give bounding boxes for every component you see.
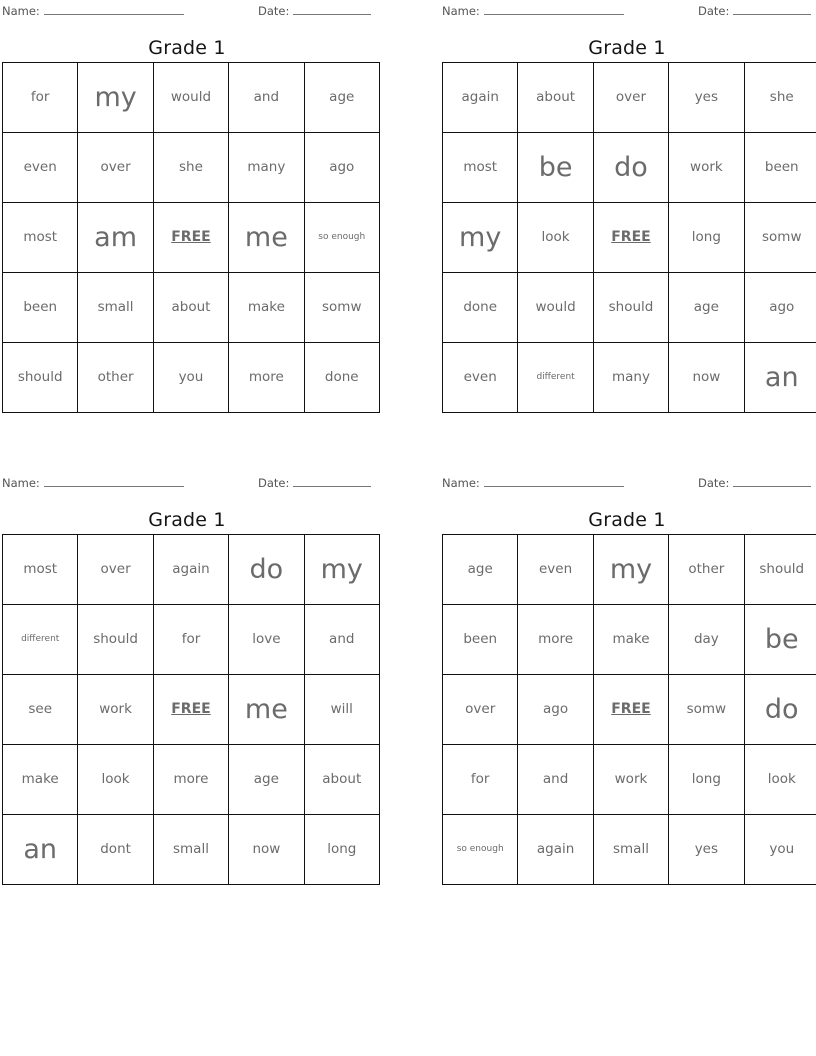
bingo-cell[interactable]: age (669, 273, 744, 343)
card-title: Grade 1 (148, 37, 226, 59)
bingo-cell[interactable]: look (744, 745, 816, 815)
bingo-cell[interactable]: work (593, 745, 668, 815)
bingo-cell[interactable]: she (153, 133, 228, 203)
bingo-grid (2, 62, 380, 413)
bingo-row (3, 745, 380, 815)
bingo-row (3, 273, 380, 343)
bingo-grid (442, 62, 816, 413)
bingo-cell[interactable]: long (669, 745, 744, 815)
bingo-cell[interactable]: over (443, 675, 518, 745)
bingo-cell[interactable]: should (3, 343, 78, 413)
bingo-cell[interactable]: dont (78, 815, 153, 885)
bingo-cell[interactable]: should (78, 605, 153, 675)
bingo-cell[interactable]: see (3, 675, 78, 745)
bingo-row (443, 815, 816, 885)
bingo-cell[interactable]: do (229, 535, 304, 605)
bingo-row (3, 675, 380, 745)
date-write-in-line[interactable] (733, 3, 811, 15)
bingo-cell[interactable]: and (304, 605, 379, 675)
bingo-cell[interactable]: been (3, 273, 78, 343)
bingo-cell[interactable]: do (593, 133, 668, 203)
bingo-cell[interactable]: age (304, 63, 379, 133)
bingo-cell[interactable]: ago (518, 675, 593, 745)
bingo-cell[interactable]: small (593, 815, 668, 885)
bingo-cell[interactable]: me (229, 203, 304, 273)
bingo-cell[interactable]: small (153, 815, 228, 885)
bingo-cell[interactable]: more (153, 745, 228, 815)
bingo-cell[interactable]: more (518, 605, 593, 675)
bingo-card-2 (440, 0, 814, 413)
date-label: Date: (258, 4, 290, 18)
bingo-cell[interactable]: long (304, 815, 379, 885)
name-label: Name: (2, 4, 40, 18)
bingo-cell[interactable]: most (3, 535, 78, 605)
bingo-cell[interactable]: about (304, 745, 379, 815)
bingo-cell[interactable]: my (443, 203, 518, 273)
bingo-cell[interactable]: ago (744, 273, 816, 343)
bingo-cell[interactable]: now (669, 343, 744, 413)
bingo-cell[interactable]: and (518, 745, 593, 815)
bingo-cell[interactable]: so enough (443, 815, 518, 885)
bingo-cell[interactable]: somw (744, 203, 816, 273)
bingo-card-4 (440, 472, 814, 885)
bingo-cell[interactable]: yes (669, 815, 744, 885)
bingo-cell[interactable]: should (593, 273, 668, 343)
date-write-in-line[interactable] (293, 3, 371, 15)
bingo-cell[interactable]: even (518, 535, 593, 605)
name-label: Name: (442, 476, 480, 490)
bingo-cell[interactable]: an (3, 815, 78, 885)
name-date-header (0, 0, 374, 22)
bingo-cell[interactable]: should (744, 535, 816, 605)
bingo-cell[interactable]: would (518, 273, 593, 343)
bingo-cell[interactable]: about (153, 273, 228, 343)
bingo-grid-body (3, 535, 380, 885)
bingo-cell[interactable]: love (229, 605, 304, 675)
bingo-grid (2, 534, 380, 885)
bingo-grid-body (443, 535, 816, 885)
bingo-cell[interactable]: would (153, 63, 228, 133)
bingo-row (3, 535, 380, 605)
bingo-cell[interactable]: over (78, 535, 153, 605)
bingo-row (3, 605, 380, 675)
bingo-cell[interactable]: make (3, 745, 78, 815)
bingo-row (443, 343, 816, 413)
bingo-cell[interactable]: many (229, 133, 304, 203)
bingo-cell[interactable]: over (593, 63, 668, 133)
bingo-free-cell[interactable]: FREE (593, 203, 668, 273)
bingo-cell[interactable]: make (593, 605, 668, 675)
bingo-cell[interactable]: done (304, 343, 379, 413)
bingo-row (443, 63, 816, 133)
bingo-cell[interactable]: do (744, 675, 816, 745)
date-label: Date: (698, 4, 730, 18)
name-field-group (442, 3, 624, 18)
bingo-free-cell[interactable]: FREE (593, 675, 668, 745)
bingo-row (3, 63, 380, 133)
date-field-group (258, 475, 371, 490)
bingo-cell[interactable]: work (669, 133, 744, 203)
bingo-cell[interactable]: you (153, 343, 228, 413)
bingo-grid (442, 534, 816, 885)
bingo-cell[interactable]: ago (304, 133, 379, 203)
bingo-card-1 (0, 0, 374, 413)
date-label: Date: (258, 476, 290, 490)
bingo-row (443, 535, 816, 605)
bingo-cell[interactable]: other (669, 535, 744, 605)
bingo-row (443, 133, 816, 203)
bingo-cell[interactable]: am (78, 203, 153, 273)
bingo-cell[interactable]: been (443, 605, 518, 675)
bingo-row (443, 605, 816, 675)
bingo-cell[interactable]: so enough (304, 203, 379, 273)
name-write-in-line[interactable] (484, 3, 624, 15)
bingo-cell[interactable]: will (304, 675, 379, 745)
name-field-group (442, 475, 624, 490)
bingo-cell[interactable]: different (3, 605, 78, 675)
bingo-cell[interactable]: now (229, 815, 304, 885)
bingo-cell[interactable]: more (229, 343, 304, 413)
bingo-cell[interactable]: most (3, 203, 78, 273)
name-date-header (440, 472, 814, 494)
name-date-header (440, 0, 814, 22)
bingo-cell[interactable]: somw (669, 675, 744, 745)
name-label: Name: (442, 4, 480, 18)
bingo-cell[interactable]: for (3, 63, 78, 133)
date-field-group (698, 475, 811, 490)
bingo-cell[interactable]: somw (304, 273, 379, 343)
bingo-cell[interactable]: different (518, 343, 593, 413)
name-write-in-line[interactable] (484, 475, 624, 487)
bingo-cell[interactable]: day (669, 605, 744, 675)
bingo-cell[interactable]: my (304, 535, 379, 605)
name-date-header (0, 472, 374, 494)
bingo-cell[interactable]: me (229, 675, 304, 745)
bingo-cell[interactable]: many (593, 343, 668, 413)
bingo-cell[interactable]: you (744, 815, 816, 885)
bingo-row (443, 203, 816, 273)
bingo-cell[interactable]: and (229, 63, 304, 133)
name-write-in-line[interactable] (44, 3, 184, 15)
bingo-row (443, 675, 816, 745)
bingo-cell[interactable]: small (78, 273, 153, 343)
bingo-row (3, 343, 380, 413)
bingo-cell[interactable]: even (443, 343, 518, 413)
bingo-cell[interactable]: age (443, 535, 518, 605)
bingo-cell[interactable]: over (78, 133, 153, 203)
name-field-group (2, 475, 184, 490)
date-write-in-line[interactable] (293, 475, 371, 487)
bingo-grid-body (443, 63, 816, 413)
bingo-cell[interactable]: an (744, 343, 816, 413)
date-write-in-line[interactable] (733, 475, 811, 487)
bingo-cell[interactable]: for (443, 745, 518, 815)
bingo-cell[interactable]: age (229, 745, 304, 815)
date-field-group (698, 3, 811, 18)
bingo-cell[interactable]: be (744, 605, 816, 675)
bingo-grid-body (3, 63, 380, 413)
card-title: Grade 1 (588, 37, 666, 59)
bingo-free-cell[interactable]: FREE (153, 675, 228, 745)
bingo-cell[interactable]: again (443, 63, 518, 133)
name-write-in-line[interactable] (44, 475, 184, 487)
bingo-cell[interactable]: make (229, 273, 304, 343)
bingo-cell[interactable]: been (744, 133, 816, 203)
bingo-row (3, 203, 380, 273)
bingo-cell[interactable]: long (669, 203, 744, 273)
bingo-cell[interactable]: be (518, 133, 593, 203)
card-title: Grade 1 (148, 509, 226, 531)
bingo-cell[interactable]: look (518, 203, 593, 273)
bingo-cell[interactable]: done (443, 273, 518, 343)
bingo-cell[interactable]: yes (669, 63, 744, 133)
date-label: Date: (698, 476, 730, 490)
bingo-card-3 (0, 472, 374, 885)
bingo-cell[interactable]: for (153, 605, 228, 675)
bingo-cell[interactable]: even (3, 133, 78, 203)
bingo-free-cell[interactable]: FREE (153, 203, 228, 273)
bingo-cell[interactable]: she (744, 63, 816, 133)
name-label: Name: (2, 476, 40, 490)
bingo-cell[interactable]: my (78, 63, 153, 133)
bingo-cell[interactable]: about (518, 63, 593, 133)
bingo-row (443, 745, 816, 815)
bingo-row (443, 273, 816, 343)
card-title: Grade 1 (588, 509, 666, 531)
bingo-cell[interactable]: most (443, 133, 518, 203)
bingo-cell[interactable]: my (593, 535, 668, 605)
name-field-group (2, 3, 184, 18)
bingo-row (3, 815, 380, 885)
bingo-row (3, 133, 380, 203)
bingo-cell[interactable]: look (78, 745, 153, 815)
bingo-cell[interactable]: again (153, 535, 228, 605)
bingo-cell[interactable]: other (78, 343, 153, 413)
date-field-group (258, 3, 371, 18)
bingo-cell[interactable]: again (518, 815, 593, 885)
bingo-cell[interactable]: work (78, 675, 153, 745)
